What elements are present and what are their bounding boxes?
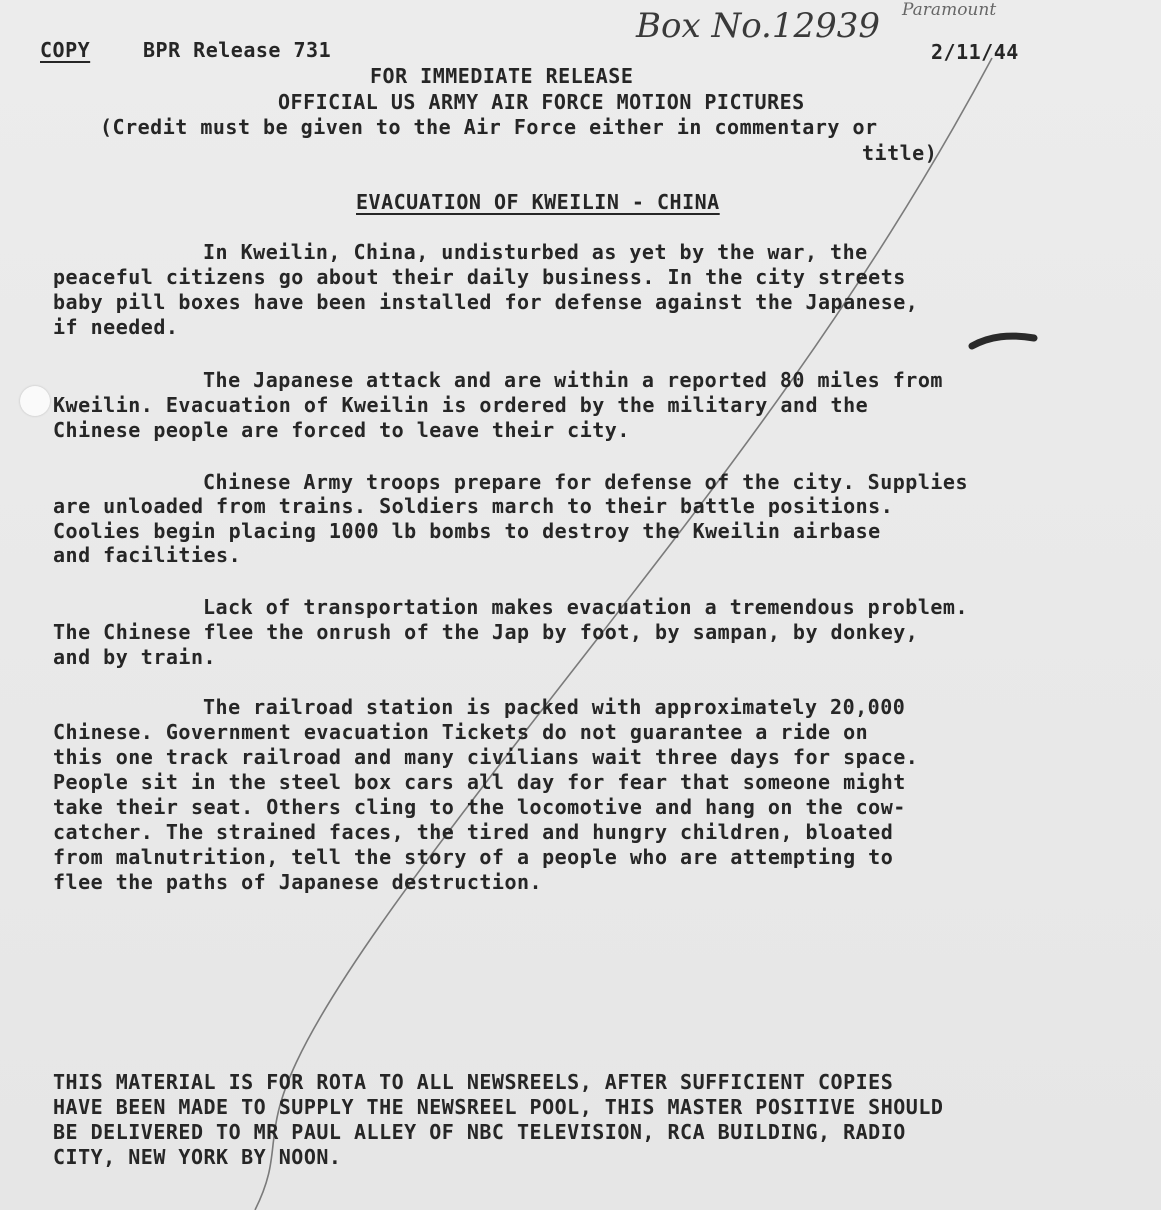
release-line: (Credit must be given to the Air Force either in commentary or xyxy=(100,115,878,139)
handwritten-box-number: Box No.12939 xyxy=(636,6,881,46)
handwritten-note: Paramount xyxy=(902,0,997,20)
footer-line: CITY, NEW YORK BY NOON. xyxy=(53,1145,342,1169)
body-line: Chinese Army troops prepare for defense of the city. Supplies xyxy=(203,470,969,494)
body-line: and by train. xyxy=(53,645,217,669)
body-line: from malnutrition, tell the story of a people who are attempting to xyxy=(53,845,894,869)
punch-hole xyxy=(20,386,50,416)
footer-line: THIS MATERIAL IS FOR ROTA TO ALL NEWSREELS, AFTER SUFFICIENT COPIES xyxy=(53,1070,894,1094)
body-line: and facilities. xyxy=(53,543,242,567)
body-line: if needed. xyxy=(53,315,179,339)
footer-line: HAVE BEEN MADE TO SUPPLY THE NEWSREEL POOL, THIS MASTER POSITIVE SHOULD xyxy=(53,1095,944,1119)
body-line: Kweilin. Evacuation of Kweilin is ordered by the military and the xyxy=(53,393,869,417)
body-line: take their seat. Others cling to the locomotive and hang on the cow- xyxy=(53,795,906,819)
body-line: Lack of transportation makes evacuation a tremendous problem. xyxy=(203,595,969,619)
body-line: Coolies begin placing 1000 lb bombs to destroy the Kweilin airbase xyxy=(53,519,881,543)
body-line: are unloaded from trains. Soldiers march to their battle positions. xyxy=(53,494,894,518)
body-line: The railroad station is packed with approximately 20,000 xyxy=(203,695,906,719)
release-number: BPR Release 731 xyxy=(143,38,332,62)
release-line: FOR IMMEDIATE RELEASE xyxy=(370,64,634,88)
body-line: The Chinese flee the onrush of the Jap by foot, by sampan, by donkey, xyxy=(53,620,919,644)
body-line: this one track railroad and many civilians wait three days for space. xyxy=(53,745,919,769)
release-date: 2/11/44 xyxy=(931,40,1019,64)
copy-label: COPY xyxy=(40,38,91,62)
document-title: EVACUATION OF KWEILIN - CHINA xyxy=(356,190,720,214)
body-line: Chinese. Government evacuation Tickets do not guarantee a ride on xyxy=(53,720,869,744)
release-line: title) xyxy=(862,141,938,165)
body-line: People sit in the steel box cars all day for fear that someone might xyxy=(53,770,906,794)
body-line: Chinese people are forced to leave their city. xyxy=(53,418,630,442)
footer-line: BE DELIVERED TO MR PAUL ALLEY OF NBC TELEVISION, RCA BUILDING, RADIO xyxy=(53,1120,906,1144)
body-line: peaceful citizens go about their daily business. In the city streets xyxy=(53,265,906,289)
body-line: The Japanese attack and are within a reported 80 miles from xyxy=(203,368,943,392)
body-line: catcher. The strained faces, the tired and hungry children, bloated xyxy=(53,820,894,844)
body-line: In Kweilin, China, undisturbed as yet by the war, the xyxy=(203,240,868,264)
body-line: flee the paths of Japanese destruction. xyxy=(53,870,543,894)
release-line: OFFICIAL US ARMY AIR FORCE MOTION PICTURES xyxy=(278,90,805,114)
body-line: baby pill boxes have been installed for defense against the Japanese, xyxy=(53,290,919,314)
